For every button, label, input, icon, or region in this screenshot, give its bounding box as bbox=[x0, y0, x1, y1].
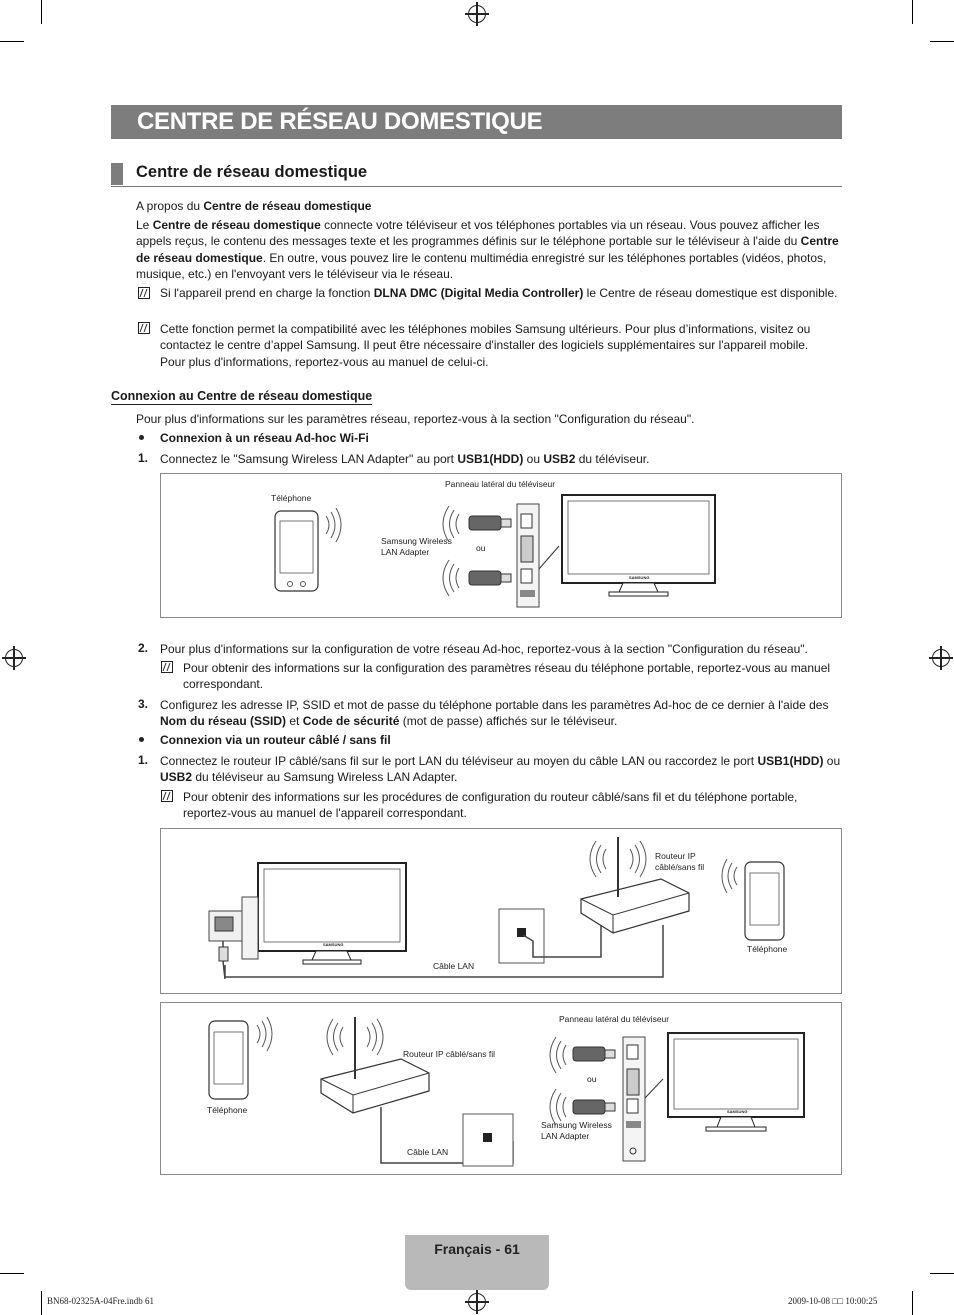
tv-side-panel bbox=[623, 1037, 645, 1161]
tv-icon bbox=[258, 863, 406, 964]
note-icon bbox=[138, 287, 150, 299]
tv-icon bbox=[668, 1033, 804, 1131]
date-info: 2009-10-08 □□ 10:00:25 bbox=[788, 1296, 878, 1306]
label-panel: Panneau latéral du téléviseur bbox=[559, 1014, 670, 1024]
crop-mark bbox=[930, 41, 954, 42]
label-cable: Câble LAN bbox=[433, 961, 475, 971]
note-phone-config: Pour obtenir des informations sur la configuration des paramètres réseau du téléphone portable, reportez-vous au manuel correspondant. bbox=[183, 661, 831, 692]
file-info: BN68-02325A-04Fre.indb 61 bbox=[47, 1296, 154, 1306]
crop-mark bbox=[912, 1291, 913, 1315]
note-compatibility: Cette fonction permet la compatibilité avec les téléphones mobiles Samsung ultérieurs. Pour plus d’informations, visitez ou contactez le centre d’appel Samsung. Il peut être nécessaire d'installer des logiciels supplémentaires sur l'appareil mobile. Pour plus d'informations, reportez-vous au manuel de celui-ci. bbox=[160, 322, 811, 369]
crop-mark bbox=[0, 1273, 24, 1274]
diagram-router-lan-art bbox=[161, 829, 841, 993]
crop-mark bbox=[0, 41, 24, 42]
step-1-router: Connectez le routeur IP câblé/sans fil sur le port LAN du téléviseur au moyen du câble LAN ou raccordez le port USB1(HDD) ou USB2 du téléviseur au Samsung Wireless LAN Adapter. bbox=[160, 754, 841, 785]
page-title-bar bbox=[111, 105, 842, 139]
phone-icon bbox=[722, 859, 784, 940]
sub-intro: Pour plus d'informations sur les paramètres réseau, reportez-vous à la section "Configuration du réseau". bbox=[136, 412, 695, 426]
step-1-adhoc: Connectez le "Samsung Wireless LAN Adapter" au port USB1(HDD) ou USB2 du téléviseur. bbox=[160, 452, 650, 466]
step-number: 3. bbox=[138, 697, 149, 711]
tv-side-panel bbox=[517, 504, 539, 607]
wireless-adapter-icon bbox=[443, 506, 511, 542]
tv-brand: SAMSUNG bbox=[323, 942, 344, 947]
registration-mark-icon bbox=[5, 649, 23, 667]
label-router: Routeur IP câblé/sans fil bbox=[655, 851, 705, 872]
diagram-adhoc-art bbox=[161, 474, 841, 617]
tv-lan-panel bbox=[209, 897, 258, 959]
wireless-adapter-icon bbox=[550, 1089, 615, 1125]
label-panel: Panneau latéral du téléviseur bbox=[445, 479, 556, 489]
label-phone: Téléphone bbox=[747, 944, 788, 954]
page-number: Français - 61 bbox=[434, 1241, 520, 1257]
crop-mark bbox=[41, 0, 42, 24]
note-icon bbox=[161, 790, 173, 802]
registration-mark-icon bbox=[468, 5, 486, 23]
diagram-adhoc bbox=[160, 473, 842, 618]
tv-brand: SAMSUNG bbox=[629, 575, 650, 580]
wireless-adapter-icon bbox=[550, 1037, 615, 1073]
crop-mark bbox=[912, 0, 913, 24]
note-icon bbox=[138, 322, 150, 334]
router-icon bbox=[321, 1017, 429, 1113]
intro-paragraph: Le Centre de réseau domestique connecte votre téléviseur et vos téléphones portables via un réseau. Vous pouvez afficher les appels reçus, le contenu des messages texte et les programmes définis sur le téléphone portable sur le téléviseur à l'aide du Centre de réseau domestique. En outre, vous pouvez lire le contenu multimédia enregistré sur les téléphones portables (vidéos, photos, musique, etc.) en l'envoyant vers le téléviseur via le réseau. bbox=[136, 218, 839, 282]
bullet-icon bbox=[139, 435, 144, 440]
bullet-router: Connexion via un routeur câblé / sans fil bbox=[160, 733, 391, 747]
label-or: ou bbox=[476, 543, 486, 553]
phone-icon bbox=[275, 508, 341, 591]
router-icon bbox=[581, 829, 689, 933]
diagram-router-wireless bbox=[160, 1002, 842, 1175]
page-number-tab bbox=[405, 1235, 549, 1290]
label-cable: Câble LAN bbox=[407, 1147, 449, 1157]
step-3: Configurez les adresse IP, SSID et mot de passe du téléphone portable dans les paramètres Ad-hoc de ce dernier à l'aide des Nom du réseau (SSID) et Code de sécurité (mot de passe) affichés sur le téléviseur. bbox=[160, 698, 829, 729]
step-number: 1. bbox=[138, 451, 149, 465]
section-marker bbox=[111, 163, 123, 185]
tv-brand: SAMSUNG bbox=[727, 1109, 748, 1114]
label-adapter: Samsung Wireless LAN Adapter bbox=[381, 536, 452, 557]
page-title: CENTRE DE RÉSEAU DOMESTIQUE bbox=[137, 108, 543, 135]
diagram-router-lan bbox=[160, 828, 842, 994]
note-icon bbox=[161, 661, 173, 673]
step-number: 2. bbox=[138, 641, 149, 655]
section-header bbox=[111, 160, 842, 187]
step-number: 1. bbox=[138, 753, 149, 767]
step-2: Pour plus d'informations sur la configuration de votre réseau Ad-hoc, reportez-vous à la section "Configuration du réseau". bbox=[160, 642, 808, 656]
phone-icon bbox=[209, 1017, 272, 1099]
subheading: Connexion au Centre de réseau domestique bbox=[111, 389, 373, 403]
diagram-router-wireless-art bbox=[161, 1003, 841, 1174]
registration-mark-icon bbox=[468, 1293, 486, 1311]
bullet-icon bbox=[139, 737, 144, 742]
section-title: Centre de réseau domestique bbox=[136, 163, 368, 181]
label-phone: Téléphone bbox=[207, 1105, 248, 1115]
note-router-config: Pour obtenir des informations sur les procédures de configuration du routeur câblé/sans fil et du téléphone portable, reportez-vous au manuel de l'appareil correspondant. bbox=[183, 790, 798, 821]
label-phone: Téléphone bbox=[271, 493, 312, 503]
label-router: Routeur IP câblé/sans fil bbox=[403, 1049, 495, 1059]
note-dlna: Si l'appareil prend en charge la fonction DLNA DMC (Digital Media Controller) le Centre de réseau domestique est disponible. bbox=[160, 286, 838, 300]
crop-mark bbox=[930, 1273, 954, 1274]
tv-icon bbox=[562, 495, 715, 596]
label-or: ou bbox=[587, 1074, 597, 1084]
bullet-adhoc: Connexion à un réseau Ad-hoc Wi-Fi bbox=[160, 431, 369, 445]
about-line: A propos du Centre de réseau domestique bbox=[136, 199, 372, 213]
registration-mark-icon bbox=[932, 649, 950, 667]
wireless-adapter-icon bbox=[443, 560, 511, 596]
label-adapter: Samsung Wireless LAN Adapter bbox=[541, 1120, 612, 1141]
crop-mark bbox=[41, 1291, 42, 1315]
